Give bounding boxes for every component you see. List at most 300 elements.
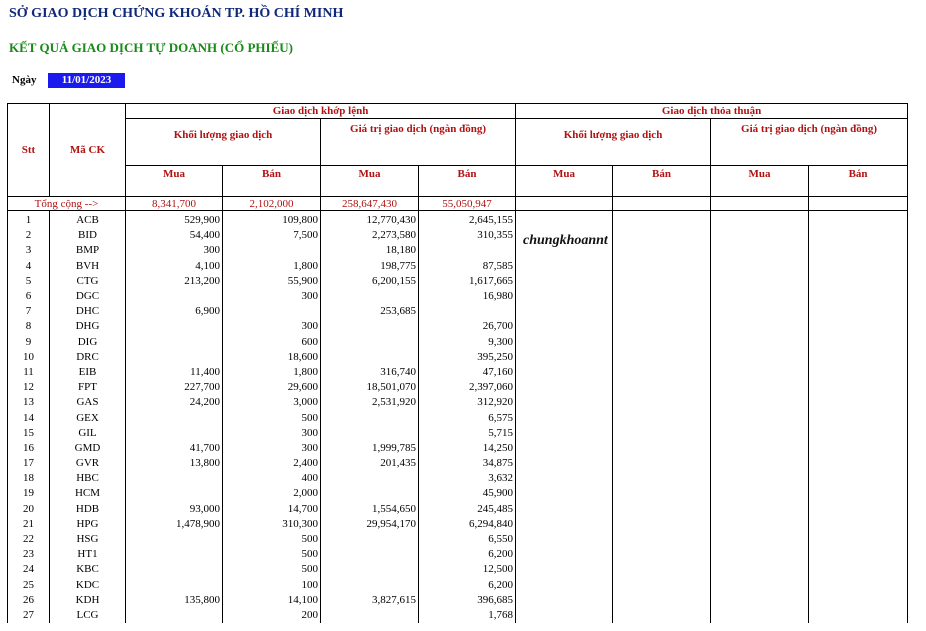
thoa-thuan-cell [613, 578, 711, 593]
trading-table [7, 103, 908, 623]
table-row [8, 608, 908, 623]
ma-ck-cell: ACB [50, 213, 126, 228]
kl-mua-cell: 1,478,900 [126, 517, 223, 532]
group-thoa-thuan: Giao dịch thỏa thuận [516, 104, 908, 119]
thoa-thuan-cell [711, 441, 809, 456]
gt-mua-cell: 18,501,070 [321, 380, 419, 395]
stt-cell: 16 [8, 441, 50, 456]
stt-cell: 10 [8, 350, 50, 365]
thoa-thuan-cell [516, 471, 613, 486]
thoa-thuan-cell [613, 532, 711, 547]
ma-ck-cell: HT1 [50, 547, 126, 562]
ma-ck-cell: GMD [50, 441, 126, 456]
khop-gt-ban: Bán [419, 166, 516, 197]
thoa-thuan-cell [809, 319, 908, 334]
kl-ban-cell: 109,800 [223, 213, 321, 228]
table-row [8, 410, 908, 425]
thoa-thuan-cell [711, 228, 809, 243]
kl-mua-cell [126, 547, 223, 562]
stt-cell: 15 [8, 426, 50, 441]
table-row [8, 319, 908, 334]
gt-mua-cell: 2,273,580 [321, 228, 419, 243]
stt-cell: 22 [8, 532, 50, 547]
thoa-thuan-cell [516, 289, 613, 304]
ma-ck-cell: LCG [50, 608, 126, 623]
gt-mua-cell [321, 608, 419, 623]
gt-mua-cell [321, 335, 419, 350]
ma-ck-cell: KDH [50, 593, 126, 608]
thoa-thuan-cell [613, 517, 711, 532]
ma-ck-cell: BVH [50, 259, 126, 274]
thoa-thuan-cell [711, 243, 809, 258]
thoa-thuan-cell [516, 502, 613, 517]
stt-cell: 7 [8, 304, 50, 319]
gt-ban-cell: 6,550 [419, 532, 516, 547]
table-row [8, 395, 908, 410]
thoa-thuan-cell [516, 213, 613, 228]
stt-cell: 26 [8, 593, 50, 608]
date-label: Ngày [12, 74, 37, 86]
gt-ban-cell: 312,920 [419, 395, 516, 410]
thoa-thuan-cell [711, 259, 809, 274]
kl-mua-cell: 93,000 [126, 502, 223, 517]
thoa-thuan-cell [711, 350, 809, 365]
thoa-thuan-cell [809, 562, 908, 577]
thoa-thuan-cell [711, 395, 809, 410]
group-khop-lenh: Giao dịch khớp lệnh [126, 104, 516, 119]
kl-ban-cell: 1,800 [223, 365, 321, 380]
kl-ban-cell: 200 [223, 608, 321, 623]
gt-mua-cell [321, 410, 419, 425]
gt-ban-cell: 12,500 [419, 562, 516, 577]
table-row [8, 547, 908, 562]
gt-mua-cell [321, 486, 419, 501]
thoa-thuan-cell [516, 547, 613, 562]
thoa-thuan-cell [613, 471, 711, 486]
thoa-thuan-cell [613, 365, 711, 380]
table-row [8, 562, 908, 577]
thoa-thuan-cell [711, 426, 809, 441]
ma-ck-cell: HBC [50, 471, 126, 486]
date-value: 11/01/2023 [48, 73, 125, 88]
thoa-thuan-cell [809, 456, 908, 471]
kl-ban-cell: 14,100 [223, 593, 321, 608]
page-title: SỞ GIAO DỊCH CHỨNG KHOÁN TP. HỒ CHÍ MINH [9, 6, 344, 21]
khop-gt-mua: Mua [321, 166, 419, 197]
kl-ban-cell: 29,600 [223, 380, 321, 395]
stt-cell: 2 [8, 228, 50, 243]
thoa-thuan-cell [809, 486, 908, 501]
thoa-thuan-cell [809, 532, 908, 547]
kl-mua-cell: 300 [126, 243, 223, 258]
table-row [8, 471, 908, 486]
kl-ban-cell: 2,400 [223, 456, 321, 471]
gt-ban-cell: 1,768 [419, 608, 516, 623]
gt-mua-cell: 29,954,170 [321, 517, 419, 532]
stt-cell: 23 [8, 547, 50, 562]
thoa-thuan-cell [809, 380, 908, 395]
table-row [8, 441, 908, 456]
gt-ban-cell: 3,632 [419, 471, 516, 486]
ma-ck-cell: BMP [50, 243, 126, 258]
stt-cell: 27 [8, 608, 50, 623]
thoa-thuan-cell [711, 365, 809, 380]
kl-mua-cell [126, 426, 223, 441]
stt-cell: 18 [8, 471, 50, 486]
gt-mua-cell: 1,999,785 [321, 441, 419, 456]
kl-mua-cell [126, 532, 223, 547]
thoa-thuan-cell [613, 426, 711, 441]
kl-ban-cell: 500 [223, 532, 321, 547]
thoa-thuan-cell [711, 517, 809, 532]
ma-ck-cell: KDC [50, 578, 126, 593]
thoa-thuan-cell [516, 441, 613, 456]
gt-ban-cell: 14,250 [419, 441, 516, 456]
total-row [8, 197, 908, 211]
thoa-thuan-cell [613, 350, 711, 365]
gt-mua-cell: 3,827,615 [321, 593, 419, 608]
thoa-thuan-cell [711, 335, 809, 350]
thoa-thuan-cell [711, 456, 809, 471]
gt-mua-cell [321, 426, 419, 441]
thoa-thuan-cell [711, 380, 809, 395]
thoa-thuan-cell [809, 517, 908, 532]
thoa-thuan-cell [711, 547, 809, 562]
thoa-thuan-cell [613, 593, 711, 608]
thoa-thuan-cell [809, 547, 908, 562]
kl-mua-cell [126, 350, 223, 365]
kl-ban-cell: 600 [223, 335, 321, 350]
gt-mua-cell: 2,531,920 [321, 395, 419, 410]
kl-mua-cell [126, 486, 223, 501]
kl-ban-cell: 500 [223, 410, 321, 425]
thoa-kl-mua: Mua [516, 166, 613, 197]
thoa-thuan-cell [516, 517, 613, 532]
ma-ck-cell: GVR [50, 456, 126, 471]
table-row [8, 365, 908, 380]
gt-mua-cell: 6,200,155 [321, 274, 419, 289]
kl-ban-cell: 310,300 [223, 517, 321, 532]
thoa-thuan-cell [809, 259, 908, 274]
table-row [8, 532, 908, 547]
stt-cell: 21 [8, 517, 50, 532]
kl-mua-cell [126, 410, 223, 425]
kl-ban-cell [223, 243, 321, 258]
kl-mua-cell [126, 335, 223, 350]
kl-ban-cell: 500 [223, 562, 321, 577]
total-thoa-gt-ban [809, 197, 908, 211]
watermark-text: chungkhoannt [523, 233, 608, 248]
ma-ck-cell: FPT [50, 380, 126, 395]
thoa-thuan-cell [516, 593, 613, 608]
gt-mua-cell [321, 319, 419, 334]
table-row [8, 213, 908, 228]
stt-cell: 24 [8, 562, 50, 577]
table-row [8, 259, 908, 274]
kl-ban-cell [223, 304, 321, 319]
total-gt-mua: 258,647,430 [321, 197, 419, 211]
table-row [8, 517, 908, 532]
thoa-thuan-cell [516, 380, 613, 395]
table-row [8, 380, 908, 395]
ma-ck-cell: GAS [50, 395, 126, 410]
kl-mua-cell: 529,900 [126, 213, 223, 228]
gt-mua-cell: 1,554,650 [321, 502, 419, 517]
stt-cell: 14 [8, 410, 50, 425]
thoa-thuan-cell [809, 365, 908, 380]
gt-ban-cell: 45,900 [419, 486, 516, 501]
stt-cell: 13 [8, 395, 50, 410]
thoa-thuan-cell [516, 426, 613, 441]
gt-mua-cell: 253,685 [321, 304, 419, 319]
total-thoa-kl-ban [613, 197, 711, 211]
kl-ban-cell: 14,700 [223, 502, 321, 517]
ma-ck-cell: EIB [50, 365, 126, 380]
table-row [8, 228, 908, 243]
kl-mua-cell [126, 608, 223, 623]
thoa-thuan-cell [809, 289, 908, 304]
gt-ban-cell: 87,585 [419, 259, 516, 274]
gt-mua-cell: 18,180 [321, 243, 419, 258]
khop-kl-header: Khối lượng giao dịch [126, 119, 321, 166]
kl-ban-cell: 300 [223, 289, 321, 304]
thoa-thuan-cell [516, 532, 613, 547]
thoa-thuan-cell [809, 410, 908, 425]
thoa-thuan-cell [711, 593, 809, 608]
thoa-thuan-cell [613, 410, 711, 425]
thoa-kl-ban: Bán [613, 166, 711, 197]
thoa-thuan-cell [613, 562, 711, 577]
table-row [8, 502, 908, 517]
kl-mua-cell: 24,200 [126, 395, 223, 410]
stt-cell: 5 [8, 274, 50, 289]
thoa-thuan-cell [613, 289, 711, 304]
thoa-kl-header: Khối lượng giao dịch [516, 119, 711, 166]
thoa-thuan-cell [809, 228, 908, 243]
ma-ck-cell: HPG [50, 517, 126, 532]
total-kl-ban: 2,102,000 [223, 197, 321, 211]
kl-ban-cell: 2,000 [223, 486, 321, 501]
thoa-thuan-cell [516, 608, 613, 623]
gt-ban-cell: 396,685 [419, 593, 516, 608]
table-row [8, 456, 908, 471]
kl-mua-cell: 213,200 [126, 274, 223, 289]
gt-mua-cell [321, 578, 419, 593]
thoa-thuan-cell [809, 304, 908, 319]
thoa-thuan-cell [711, 486, 809, 501]
khop-gt-header: Giá trị giao dịch (ngàn đồng) [321, 119, 516, 166]
thoa-thuan-cell [711, 410, 809, 425]
thoa-thuan-cell [809, 441, 908, 456]
thoa-thuan-cell [809, 243, 908, 258]
kl-mua-cell: 13,800 [126, 456, 223, 471]
thoa-thuan-cell [711, 304, 809, 319]
kl-ban-cell: 500 [223, 547, 321, 562]
thoa-thuan-cell [809, 395, 908, 410]
ma-ck-cell: DHC [50, 304, 126, 319]
thoa-thuan-cell [809, 426, 908, 441]
gt-mua-cell [321, 547, 419, 562]
ma-ck-cell: BID [50, 228, 126, 243]
thoa-thuan-cell [613, 608, 711, 623]
kl-ban-cell: 300 [223, 441, 321, 456]
col-stt: Stt [8, 104, 50, 197]
thoa-thuan-cell [613, 441, 711, 456]
thoa-thuan-cell [613, 547, 711, 562]
ma-ck-cell: DIG [50, 335, 126, 350]
total-gt-ban: 55,050,947 [419, 197, 516, 211]
ma-ck-cell: HCM [50, 486, 126, 501]
report-subtitle: KẾT QUẢ GIAO DỊCH TỰ DOANH (CỔ PHIẾU) [9, 40, 293, 55]
stt-cell: 11 [8, 365, 50, 380]
gt-mua-cell [321, 471, 419, 486]
table-row [8, 426, 908, 441]
ma-ck-cell: HSG [50, 532, 126, 547]
thoa-gt-header: Giá trị giao dịch (ngàn đồng) [711, 119, 908, 166]
table-row [8, 593, 908, 608]
thoa-thuan-cell [711, 532, 809, 547]
kl-mua-cell: 135,800 [126, 593, 223, 608]
ma-ck-cell: CTG [50, 274, 126, 289]
total-thoa-gt-mua [711, 197, 809, 211]
thoa-thuan-cell [613, 319, 711, 334]
thoa-gt-mua: Mua [711, 166, 809, 197]
thoa-thuan-cell [516, 456, 613, 471]
stt-cell: 6 [8, 289, 50, 304]
stt-cell: 25 [8, 578, 50, 593]
stt-cell: 3 [8, 243, 50, 258]
thoa-thuan-cell [711, 578, 809, 593]
ma-ck-cell: DHG [50, 319, 126, 334]
gt-mua-cell: 198,775 [321, 259, 419, 274]
khop-kl-mua: Mua [126, 166, 223, 197]
ma-ck-cell: KBC [50, 562, 126, 577]
thoa-thuan-cell [711, 502, 809, 517]
thoa-thuan-cell [613, 243, 711, 258]
stt-cell: 8 [8, 319, 50, 334]
kl-ban-cell: 18,600 [223, 350, 321, 365]
kl-mua-cell [126, 319, 223, 334]
gt-ban-cell: 395,250 [419, 350, 516, 365]
thoa-thuan-cell [516, 304, 613, 319]
gt-ban-cell: 6,294,840 [419, 517, 516, 532]
gt-mua-cell: 12,770,430 [321, 213, 419, 228]
thoa-thuan-cell [809, 608, 908, 623]
thoa-thuan-cell [809, 502, 908, 517]
table-row [8, 274, 908, 289]
thoa-thuan-cell [613, 502, 711, 517]
thoa-thuan-cell [711, 274, 809, 289]
ma-ck-cell: DRC [50, 350, 126, 365]
thoa-thuan-cell [516, 274, 613, 289]
kl-mua-cell [126, 562, 223, 577]
gt-ban-cell: 5,715 [419, 426, 516, 441]
table-row [8, 350, 908, 365]
table-row [8, 335, 908, 350]
gt-ban-cell: 1,617,665 [419, 274, 516, 289]
ma-ck-cell: GEX [50, 410, 126, 425]
gt-ban-cell [419, 304, 516, 319]
thoa-thuan-cell [516, 259, 613, 274]
ma-ck-cell: DGC [50, 289, 126, 304]
gt-ban-cell: 9,300 [419, 335, 516, 350]
kl-mua-cell: 6,900 [126, 304, 223, 319]
thoa-thuan-cell [613, 259, 711, 274]
gt-ban-cell: 47,160 [419, 365, 516, 380]
gt-ban-cell: 6,200 [419, 578, 516, 593]
kl-ban-cell: 55,900 [223, 274, 321, 289]
ma-ck-cell: GIL [50, 426, 126, 441]
thoa-thuan-cell [613, 380, 711, 395]
stt-cell: 19 [8, 486, 50, 501]
thoa-thuan-cell [516, 410, 613, 425]
gt-mua-cell: 316,740 [321, 365, 419, 380]
thoa-thuan-cell [809, 471, 908, 486]
thoa-thuan-cell [516, 319, 613, 334]
thoa-thuan-cell [711, 608, 809, 623]
thoa-thuan-cell [613, 228, 711, 243]
thoa-thuan-cell [613, 456, 711, 471]
gt-mua-cell [321, 289, 419, 304]
kl-mua-cell [126, 578, 223, 593]
thoa-gt-ban: Bán [809, 166, 908, 197]
gt-ban-cell: 6,575 [419, 410, 516, 425]
thoa-thuan-cell [809, 350, 908, 365]
kl-ban-cell: 3,000 [223, 395, 321, 410]
kl-mua-cell [126, 471, 223, 486]
gt-ban-cell: 6,200 [419, 547, 516, 562]
kl-mua-cell: 11,400 [126, 365, 223, 380]
stt-cell: 20 [8, 502, 50, 517]
thoa-thuan-cell [516, 486, 613, 501]
kl-ban-cell: 100 [223, 578, 321, 593]
kl-mua-cell: 41,700 [126, 441, 223, 456]
thoa-thuan-cell [516, 350, 613, 365]
thoa-thuan-cell [516, 562, 613, 577]
gt-mua-cell [321, 350, 419, 365]
khop-kl-ban: Bán [223, 166, 321, 197]
thoa-thuan-cell [613, 274, 711, 289]
kl-ban-cell: 300 [223, 426, 321, 441]
gt-ban-cell: 26,700 [419, 319, 516, 334]
thoa-thuan-cell [516, 578, 613, 593]
kl-ban-cell: 400 [223, 471, 321, 486]
stt-cell: 17 [8, 456, 50, 471]
thoa-thuan-cell [613, 395, 711, 410]
gt-ban-cell [419, 243, 516, 258]
total-thoa-kl-mua [516, 197, 613, 211]
ma-ck-cell: HDB [50, 502, 126, 517]
kl-mua-cell: 4,100 [126, 259, 223, 274]
thoa-thuan-cell [711, 471, 809, 486]
stt-cell: 1 [8, 213, 50, 228]
stt-cell: 4 [8, 259, 50, 274]
thoa-thuan-cell [711, 319, 809, 334]
table-row [8, 304, 908, 319]
thoa-thuan-cell [809, 213, 908, 228]
gt-mua-cell [321, 562, 419, 577]
thoa-thuan-cell [711, 213, 809, 228]
thoa-thuan-cell [809, 578, 908, 593]
thoa-thuan-cell [809, 593, 908, 608]
stt-cell: 9 [8, 335, 50, 350]
table-row [8, 243, 908, 258]
total-kl-mua: 8,341,700 [126, 197, 223, 211]
thoa-thuan-cell [613, 486, 711, 501]
gt-mua-cell: 201,435 [321, 456, 419, 471]
gt-ban-cell: 245,485 [419, 502, 516, 517]
kl-ban-cell: 300 [223, 319, 321, 334]
